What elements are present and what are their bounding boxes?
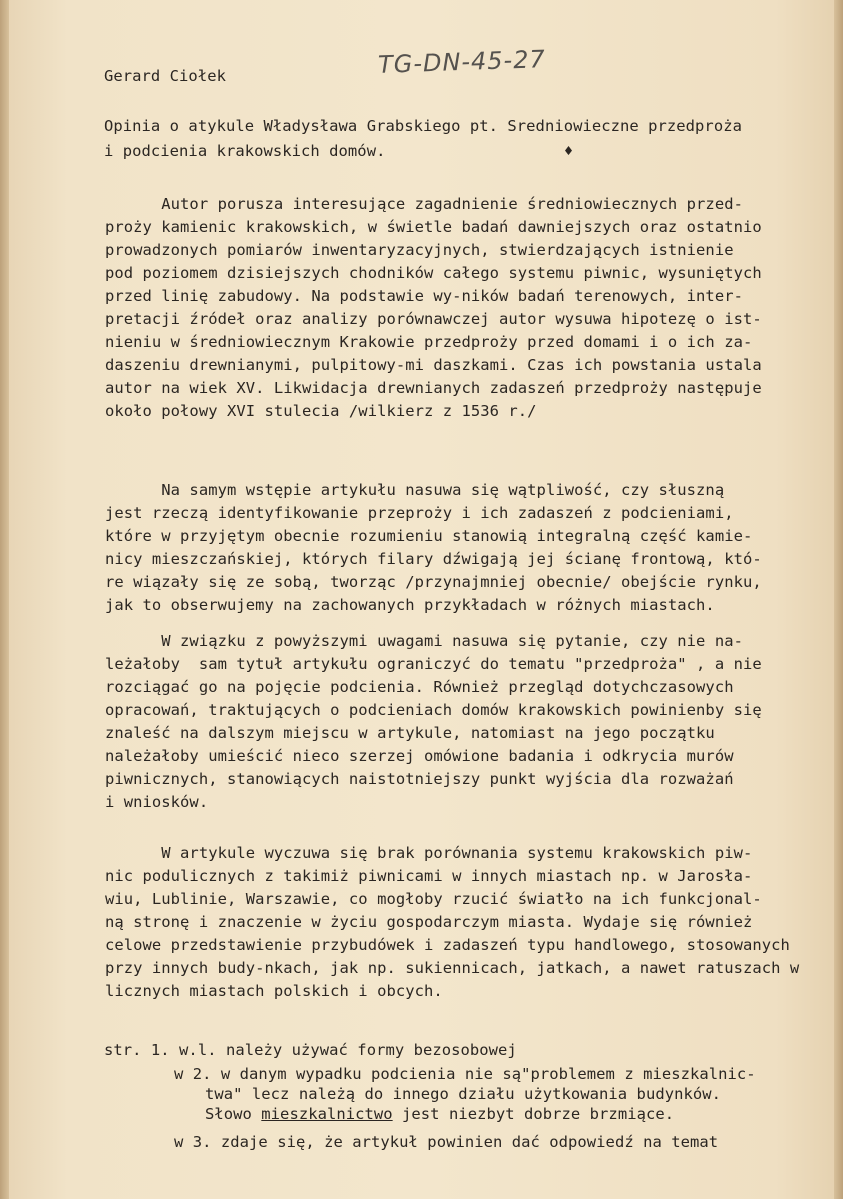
- text-line: znaleść na dalszym miejscu w artykule, natomiast na jego początku: [105, 724, 715, 742]
- title-mark: ♦: [564, 142, 574, 160]
- paragraph-4: [105, 842, 840, 1003]
- text-line: leżałoby sam tytuł artykułu ograniczyć do tematu "przedproża" , a nie: [105, 655, 762, 673]
- archive-signature: TG-DN-45-27: [377, 45, 547, 79]
- paragraph-3: [105, 630, 840, 814]
- text-line: rozciągać go na pojęcie podcienia. Również przegląd dotychczasowych: [105, 678, 734, 696]
- text-line: należałoby umieścić nieco szerzej omówione badania i odkrycia murów: [105, 747, 734, 765]
- text-line: celowe przedstawienie przybudówek i zadaszeń typu handlowego, stosowanych: [105, 936, 790, 954]
- text-line: re wiązały się ze sobą, tworząc /przynajmniej obecnie/ obejście rynku,: [105, 573, 762, 591]
- note-line: twa" lecz należą do innego działu użytkowania budynków.: [205, 1085, 721, 1103]
- text-line: Na samym wstępie artykułu nasuwa się wątpliwość, czy słuszną: [105, 481, 725, 499]
- text-line: ną stronę i znaczenie w życiu gospodarczym miasta. Wydaje się również: [105, 913, 753, 931]
- text-line: jest rzeczą identyfikowanie przeproży i ich zadaszeń z podcieniami,: [105, 504, 734, 522]
- text-line: przed linię zabudowy. Na podstawie wy-ników badań terenowych, inter-: [105, 287, 743, 305]
- review-notes: [104, 1040, 839, 1152]
- text-line: nic podulicznych z takimiż piwnicami w innych miastach np. w Jarosła-: [105, 867, 753, 885]
- text-line: proży kamienic krakowskich, w świetle badań dawniejszych oraz ostatnio: [105, 218, 762, 236]
- note-line: w 3. zdaje się, że artykuł powinien dać odpowiedź na temat: [174, 1133, 719, 1151]
- text-line: około połowy XVI stulecia /wilkierz z 1536 r./: [105, 402, 537, 420]
- text-line: wiu, Lublinie, Warszawie, co mogłoby rzucić światło na ich funkcjonal-: [105, 890, 762, 908]
- text-line: jak to obserwujemy na zachowanych przykładach w różnych miastach.: [105, 596, 715, 614]
- paragraph-2: [105, 479, 840, 617]
- text-line: przy innych budy-nkach, jak np. sukiennicach, jatkach, a nawet ratuszach w licznych miastach polskich i obcych.: [105, 959, 800, 1000]
- text-line: pod poziomem dzisiejszych chodników całego systemu piwnic, wysuniętych: [105, 264, 762, 282]
- page-left-edge: [0, 0, 9, 1199]
- text-line: prowadzonych pomiarów inwentaryzacyjnych, stwierdzających istnienie: [105, 241, 734, 259]
- title-line-2: i podcienia krakowskich domów.: [104, 142, 386, 160]
- text-line: opracowań, traktujących o podcieniach domów krakowskich powinienby się: [105, 701, 762, 719]
- note-line: str. 1. w.l. należy używać formy bezosobowej: [104, 1041, 517, 1059]
- text-line: które w przyjętym obecnie rozumieniu stanowią integralną część kamie-: [105, 527, 753, 545]
- note-text: jest niezbyt dobrze brzmiące.: [392, 1105, 675, 1123]
- note-line: w 2. w danym wypadku podcienia nie są"problemem z mieszkalnic-: [174, 1065, 756, 1083]
- underlined-word: mieszkalnictwo: [261, 1105, 393, 1123]
- text-line: W artykule wyczuwa się brak porównania systemu krakowskich piw-: [105, 844, 753, 862]
- note-line: [104, 1104, 839, 1124]
- text-line: pretacji źródeł oraz analizy porównawczej autor wysuwa hipotezę o ist-: [105, 310, 762, 328]
- title-line-1: Opinia o atykule Władysława Grabskiego pt. Sredniowieczne przedproża: [104, 117, 742, 135]
- author-name: Gerard Ciołek: [104, 67, 226, 85]
- note-text: Słowo: [205, 1105, 262, 1123]
- text-line: daszeniu drewnianymi, pulpitowy-mi daszkami. Czas ich powstania ustala: [105, 356, 762, 374]
- text-line: W związku z powyższymi uwagami nasuwa się pytanie, czy nie na-: [105, 632, 743, 650]
- text-line: autor na wiek XV. Likwidacja drewnianych zadaszeń przedproży następuje: [105, 379, 762, 397]
- text-line: piwnicznych, stanowiących naistotniejszy punkt wyjścia dla rozważań: [105, 770, 734, 788]
- text-line: nieniu w średniowiecznym Krakowie przedproży przed domami i o ich za-: [105, 333, 753, 351]
- paragraph-1: [105, 193, 840, 423]
- text-line: i wniosków.: [105, 793, 209, 811]
- text-line: Autor porusza interesujące zagadnienie średniowiecznych przed-: [105, 195, 743, 213]
- text-line: nicy mieszczańskiej, których filary dźwigają jej ścianę frontową, któ-: [105, 550, 762, 568]
